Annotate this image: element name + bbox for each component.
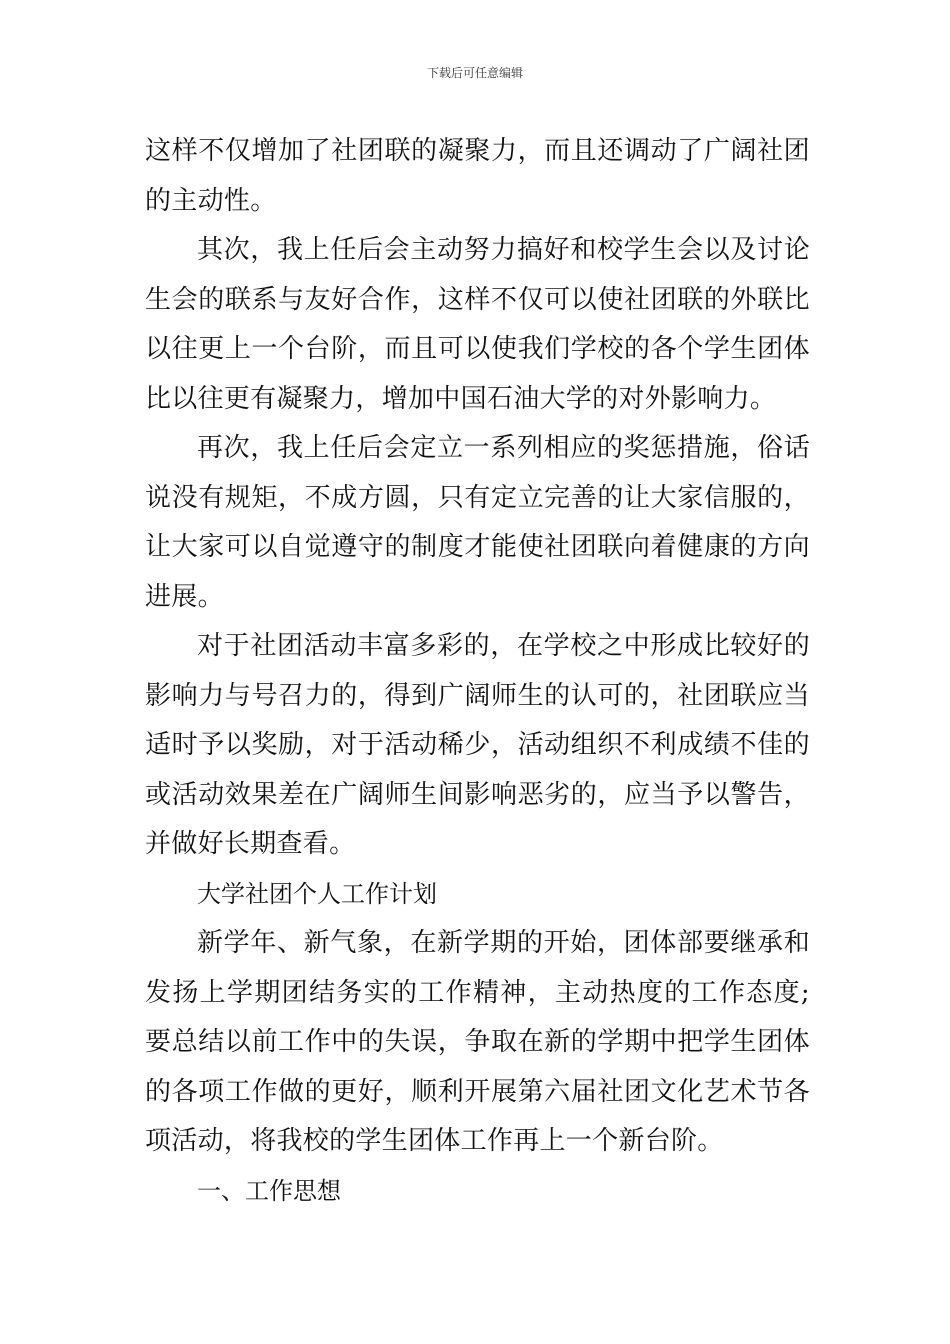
paragraph-fourth: 对于社团活动丰富多彩的，在学校之中形成比较好的影响力与号召力的，得到广阔师生的认可的，社团联应当适时予以奖励，对于活动稀少，活动组织不利成绩不佳的或活动效果差在广阔师生间影响恶劣的，应当予以警告，并做好长期查看。 <box>145 631 810 859</box>
subheading-work-thought: 一、工作思想 <box>197 1176 341 1205</box>
section-title: 大学社团个人工作计划 <box>197 879 437 908</box>
page-header-note: 下载后可任意编辑 <box>426 66 523 80</box>
paragraph-third: 再次，我上任后会定立一系列相应的奖惩措施，俗话说没有规矩，不成方圆，只有定立完善的让大家信服的，让大家可以自觉遵守的制度才能使社团联向着健康的方向进展。 <box>145 433 810 612</box>
paragraph-continuation: 这样不仅增加了社团联的凝聚力，而且还调动了广阔社团的主动性。 <box>145 136 810 216</box>
document-body <box>145 127 810 1216</box>
paragraph-second: 其次，我上任后会主动努力搞好和校学生会以及讨论生会的联系与友好合作，这样不仅可以使社团联的外联比以往更上一个台阶，而且可以使我们学校的各个学生团体比以往更有凝聚力，增加中国石油大学的对外影响力。 <box>145 235 810 414</box>
intro-paragraph: 新学年、新气象，在新学期的开始，团体部要继承和发扬上学期团结务实的工作精神，主动热度的工作态度;要总结以前工作中的失误，争取在新的学期中把学生团体的各项工作做的更好，顺利开展第六届社团文化艺术节各项活动，将我校的学生团体工作再上一个新台阶。 <box>145 928 810 1156</box>
